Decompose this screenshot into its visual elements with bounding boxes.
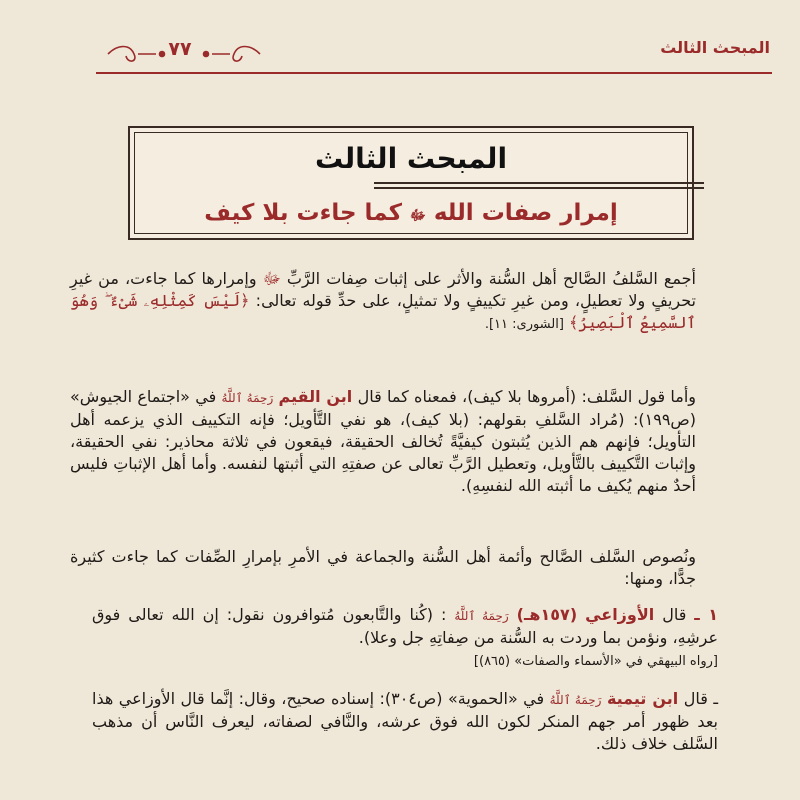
- header-rule: [96, 72, 772, 74]
- p4-text-1: قال: [662, 605, 687, 624]
- p2-honorific: رَحِمَهُ ٱللَّهُ: [221, 391, 274, 405]
- scholar-name-ibn-alqayyim: ابن القيم: [278, 387, 353, 406]
- paragraph-2: [70, 386, 718, 497]
- title-divider-bottom: [374, 187, 704, 189]
- subtitle-part-2: كما جاءت بلا كيف: [204, 200, 402, 226]
- p4-text-2: : (كُنا والتَّابعون مُتوافرون نقول: إن الله تعالى فوق عرشِهِ، ونؤمن بما وردت به السُّنة من صِفاتِهِ جل وعلا).: [92, 605, 718, 647]
- chapter-title: المبحث الثالث: [314, 142, 508, 175]
- chapter-title-box: [128, 126, 694, 240]
- chapter-subtitle: [130, 200, 692, 227]
- title-divider-top: [374, 182, 704, 184]
- p4-date: (١٥٧هـ): [516, 605, 578, 624]
- scholar-name-awzai: الأوزاعي: [585, 605, 655, 624]
- running-header-section-title: المبحث الثالث: [660, 38, 770, 57]
- paragraph-4: [92, 604, 718, 673]
- paragraph-5: [92, 688, 718, 755]
- p5-text-2: في «الحموية» (ص٣٠٤): إسناده صحيح، وقال: إنَّما قال الأوزاعي هذا بعد ظهور أمر جهم المنكر لكون الله فوق عرشه، والنَّافي لصفاته، ليعرف النَّاس أن مذهب السَّلف خلاف ذلك.: [92, 689, 718, 753]
- subtitle-part-1: إمرار صفات الله: [433, 200, 618, 226]
- subtitle-honorific: ﷻ: [410, 208, 426, 224]
- p1-text-2: وإمرارها كما جاءت، من غيرِ تحريفٍ ولا تعطيلٍ، ومن غيرِ تكييفٍ ولا تمثيلٍ، على حدِّ قوله تعالى:: [70, 269, 696, 310]
- scholar-name-ibn-taymiyyah: ابن تيمية: [606, 689, 679, 708]
- p2-text-2: في «اجتماع الجيوش» (ص١٩٩): (مُراد السَّلفِ بقولهم: (بلا كيف)، هو نفي التَّأويل؛ فإنه التكييف الذي يزعمه أهل التأويل؛ فإنهم هم الذين يُثبتون كيفيَّةً تُخالف الحقيقة، فيقعون في ثلاثة محاذير: نفي الحقيقة، وإثبات التَّكييف بالتَّأويل، وتعطيل الرَّبِّ تعالى عن صفتِهِ التي أثبتها لنفسه. وأما أهل الإثباتِ فليس أحدٌ منهم يُكيف ما أثبته الله لنفسِهِ).: [69, 387, 696, 495]
- quran-verse: ﴿لَيْسَ كَمِثْلِهِۦ شَىْءٌ ۖ وَهُوَ ٱلسَّمِيعُ ٱلْبَصِيرُ﴾: [70, 291, 696, 332]
- paragraph-1: [70, 268, 718, 336]
- p1-honorific: ﷻ: [262, 269, 281, 288]
- p2-text-1: وأما قول السَّلف: (أمروها بلا كيف)، فمعناه كما قال: [357, 387, 697, 406]
- item-number: ١ ـ: [694, 605, 718, 624]
- paragraph-3: [70, 546, 718, 590]
- p4-honorific: رَحِمَهُ ٱللَّهُ: [454, 609, 509, 623]
- quran-reference: [الشورى: ١١].: [484, 317, 564, 332]
- p4-reference: [رواه البيهقي في «الأسماء والصفات» (٨٦٥)]: [473, 654, 718, 669]
- p5-text-1: ـ قال: [683, 689, 719, 708]
- p3-text: ونُصوص السَّلف الصَّالح وأئمة أهل السُّنة والجماعة في الأمرِ بإمرارِ الصِّفات كما جاءت كثيرة جدًّا، ومنها:: [70, 547, 696, 588]
- p1-text-1: أجمع السَّلفُ الصَّالح أهل السُّنة والأثر على إثبات صِفات الرَّبِّ: [286, 269, 696, 288]
- page-number: ٧٧: [168, 38, 192, 60]
- p5-honorific: رَحِمَهُ ٱللَّهُ: [549, 693, 602, 707]
